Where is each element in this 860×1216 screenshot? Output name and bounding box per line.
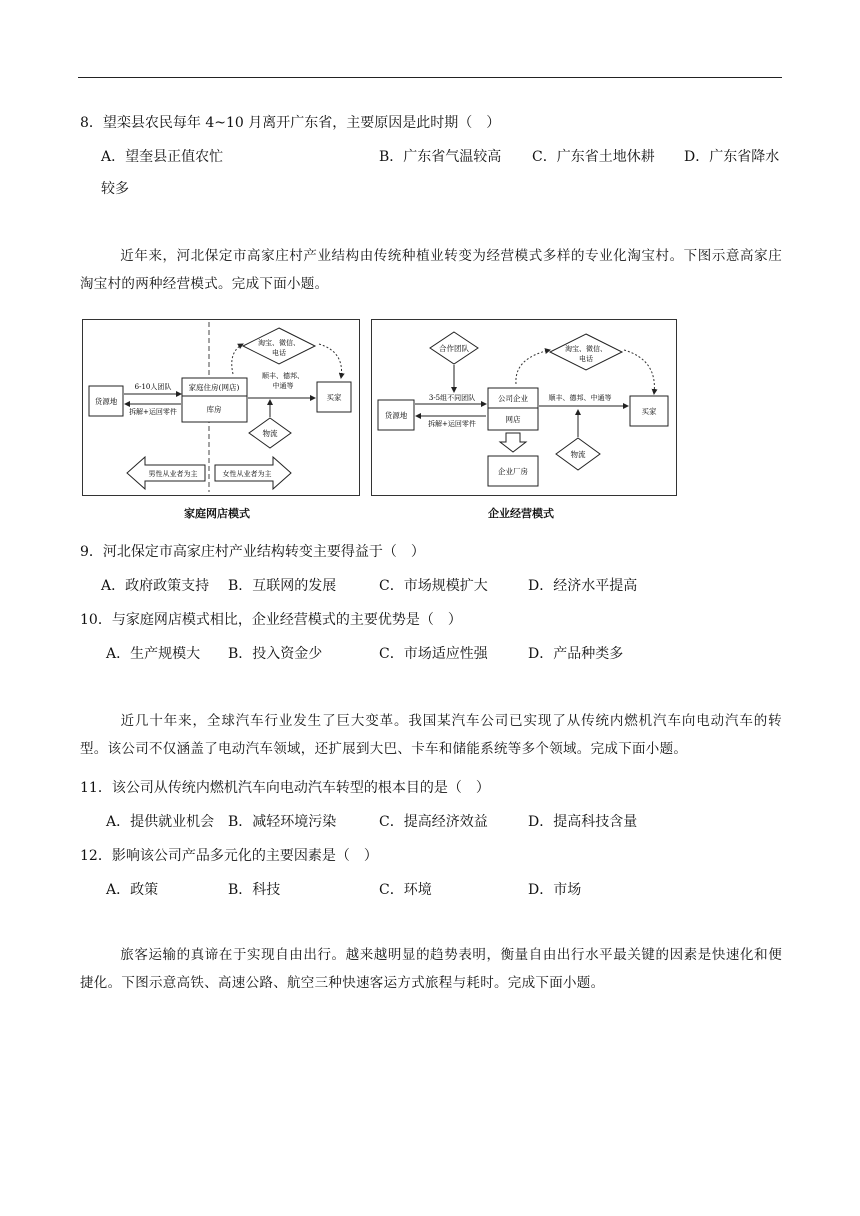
- family-store-caption: 家庭网店模式: [184, 507, 250, 520]
- q11-option-b[interactable]: B．减轻环境污染: [228, 814, 337, 830]
- q12-option-a[interactable]: A．政策: [106, 882, 159, 898]
- diagram-enterprise: [371, 319, 677, 496]
- enterprise-svg: [372, 320, 676, 495]
- ent-factory-label: 企业厂房: [498, 467, 528, 476]
- enterprise-caption: 企业经营模式: [488, 507, 554, 520]
- question-9-stem: 9．河北保定市高家庄村产业结构转变主要得益于（ ）: [80, 544, 425, 560]
- fam-female-label: 女性从业者为主: [222, 470, 272, 478]
- q9-option-b[interactable]: B．互联网的发展: [228, 578, 337, 594]
- fam-home-store-label: 家庭住房(网店): [188, 383, 240, 392]
- ent-company-label: 公司企业: [498, 394, 528, 403]
- ent-source-label: 货源地: [384, 411, 408, 420]
- fam-couriers-line2: 中通等: [272, 382, 294, 390]
- fam-couriers-line1: 顺丰、德邦、: [262, 372, 304, 380]
- q12-option-b[interactable]: B．科技: [228, 882, 281, 898]
- q8-option-d-wrap: 较多: [101, 181, 129, 197]
- q11-option-a[interactable]: A．提供就业机会: [106, 814, 215, 830]
- passage-1-text: 近年来，河北保定市高家庄村产业结构由传统种植业转变为经营模式多样的专业化淘宝村。下图示意高家庄淘宝村的两种经营模式。完成下面小题。: [80, 248, 782, 292]
- ent-couriers-label: 顺丰、德邦、中通等: [548, 394, 612, 402]
- fam-warehouse-label: 库房: [206, 405, 222, 414]
- q10-option-c[interactable]: C．市场适应性强: [379, 646, 488, 662]
- fam-source-label: 货源地: [94, 397, 118, 406]
- q8-option-c[interactable]: C．广东省土地休耕: [532, 149, 655, 165]
- passage-3-text: 旅客运输的真谛在于实现自由出行。越来越明显的趋势表明，衡量自由出行水平最关键的因素是快速化和便捷化。下图示意高铁、高速公路、航空三种快速客运方式旅程与耗时。完成下面小题。: [80, 947, 782, 991]
- q9-option-d[interactable]: D．经济水平提高: [528, 578, 638, 594]
- fam-male-label: 男性从业者为主: [148, 470, 198, 478]
- q9-option-c[interactable]: C．市场规模扩大: [379, 578, 488, 594]
- fam-parts-label: 拆解+运回零件: [129, 408, 177, 416]
- fam-team-label: 6-10人团队: [134, 383, 172, 391]
- q8-option-a[interactable]: A．望奎县正值农忙: [101, 149, 224, 165]
- passage-3: [80, 941, 782, 997]
- ent-parts-label: 拆解+运回零件: [428, 420, 476, 428]
- passage-2: [80, 707, 782, 763]
- ent-platforms-line1: 淘宝、微信、: [565, 345, 607, 353]
- question-10-stem: 10．与家庭网店模式相比，企业经营模式的主要优势是（ ）: [80, 612, 462, 628]
- question-8-stem: 8．望栾县农民每年 4~10 月离开广东省，主要原因是此时期（ ）: [80, 115, 501, 131]
- ent-coop-label: 合作团队: [439, 344, 469, 353]
- passage-1: [80, 242, 782, 298]
- fam-platforms-line2: 电话: [272, 349, 286, 357]
- q8-option-d[interactable]: D．广东省降水: [684, 149, 780, 165]
- q11-option-d[interactable]: D．提高科技含量: [528, 814, 638, 830]
- q8-option-b[interactable]: B．广东省气温较高: [379, 149, 502, 165]
- ent-store-label: 网店: [505, 415, 521, 424]
- q12-option-c[interactable]: C．环境: [379, 882, 432, 898]
- q11-option-c[interactable]: C．提高经济效益: [379, 814, 488, 830]
- question-12-stem: 12．影响该公司产品多元化的主要因素是（ ）: [80, 848, 378, 864]
- q10-option-a[interactable]: A．生产规模大: [106, 646, 201, 662]
- q10-option-b[interactable]: B．投入资金少: [228, 646, 323, 662]
- ent-logistics-label: 物流: [570, 450, 586, 459]
- q9-option-a[interactable]: A．政府政策支持: [101, 578, 210, 594]
- ent-buyer-label: 买家: [641, 407, 657, 416]
- passage-2-text: 近几十年来，全球汽车行业发生了巨大变革。我国某汽车公司已实现了从传统内燃机汽车向电动汽车的转型。该公司不仅涵盖了电动汽车领域，还扩展到大巴、卡车和储能系统等多个领域。完成下面小题。: [80, 713, 782, 757]
- fam-platforms-line1: 淘宝、微信、: [258, 339, 300, 347]
- ent-platforms-line2: 电话: [579, 355, 593, 363]
- fam-logistics-label: 物流: [262, 429, 278, 438]
- q12-option-d[interactable]: D．市场: [528, 882, 582, 898]
- family-store-svg: [83, 320, 359, 495]
- fam-buyer-label: 买家: [326, 393, 342, 402]
- q10-option-d[interactable]: D．产品种类多: [528, 646, 624, 662]
- question-11-stem: 11．该公司从传统内燃机汽车向电动汽车转型的根本目的是（ ）: [80, 780, 490, 796]
- diagram-family-store: [82, 319, 360, 496]
- ent-teams-label: 3-5组不同团队: [428, 394, 476, 402]
- header-rule: [78, 77, 782, 78]
